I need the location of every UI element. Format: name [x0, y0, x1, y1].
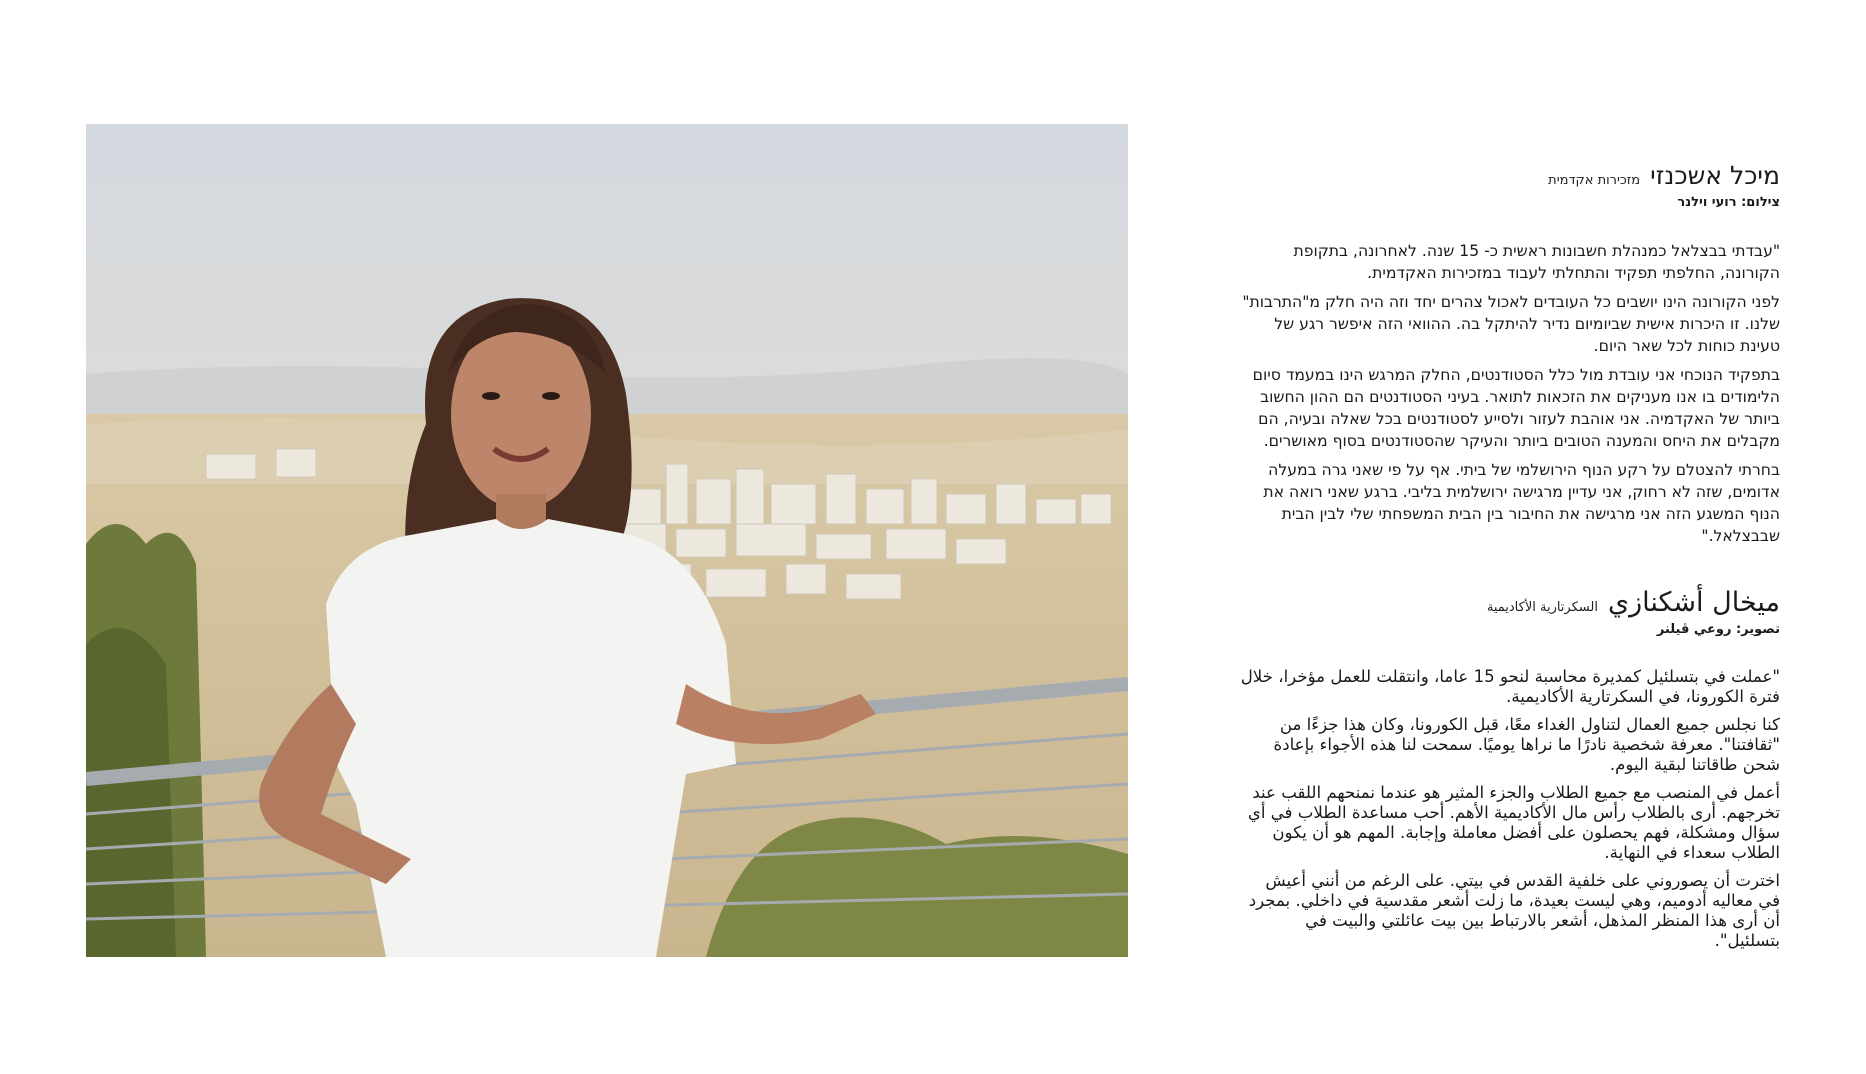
hebrew-paragraph: בחרתי להצטלם על רקע הנוף הירושלמי של ביתי. אף על פי שאני גרה במעלה אדומים, שזה לא רחוק, אני עדיין מרגישה ירושלמית בליבי. ברגע שאני רואה את הנוף המשגע הזה אני מרגישה את החיבור בין הבית המשפחתי שלי לבין הבית שבבצלאל."	[1263, 461, 1780, 545]
arabic-paragraph: كنا نجلس جميع العمال لتناول الغداء معًا، قبل الكورونا، وكان هذا جزءًا من "ثقافتنا". معرفة شخصية نادرًا ما نراها يوميًا. سمحت لنا هذه الأجواء بإعادة شحن طاقاتنا لبقية اليوم.	[1273, 715, 1780, 774]
arabic-bio	[1240, 587, 1780, 951]
arabic-role: السكرتارية الأكاديمية	[1486, 600, 1598, 615]
hebrew-bio	[1240, 160, 1780, 547]
arabic-photo-credit: تصوير: روعي ڤيلنر	[1656, 622, 1780, 637]
arabic-name-row	[1240, 587, 1780, 619]
hebrew-photo-credit: צילום: רועי וילנר	[1677, 195, 1780, 210]
hebrew-paragraph: "עבדתי בבצלאל כמנהלת חשבונות ראשית כ- 15 שנה. לאחרונה, בתקופת הקורונה, החלפתי תפקיד והתחלתי לעבוד במזכירות האקדמית.	[1293, 242, 1780, 282]
bio-column	[1240, 160, 1780, 959]
hebrew-paragraph: בתפקיד הנוכחי אני עובדת מול כלל הסטודנטים, החלק המרגש הינו במעמד סיום הלימודים בו אנו מעניקים את הזכאות לתואר. בעיני הסטודנטים הם ההון החשוב ביותר של האקדמיה. אני אוהבת לעזור ולסייע לסטודנטים בכל שאלה ובעיה, הם מקבלים את היחס והמענה הטובים ביותר והעיקר שהסטודנטים בסוף מאושרים.	[1252, 366, 1780, 450]
portrait-photo	[86, 124, 1128, 957]
arabic-name: ميخال أشكنازي	[1607, 587, 1780, 618]
hebrew-name-row	[1240, 160, 1780, 192]
hebrew-name: מיכל אשכנזי	[1650, 161, 1780, 190]
photo-illustration	[86, 124, 1128, 957]
hebrew-role: מזכירות אקדמית	[1548, 173, 1641, 188]
arabic-paragraph: أعمل في المنصب مع جميع الطلاب والجزء المثير هو عندما نمنحهم اللقب عند تخرجهم. أرى بالطلاب رأس مال الأكاديمية الأهم. أحب مساعدة الطلاب في أي سؤال ومشكلة، فهم يحصلون على أفضل معاملة وإجابة. المهم هو أن يكون الطلاب سعداء في النهاية.	[1247, 783, 1780, 862]
hebrew-paragraphs	[1240, 240, 1780, 547]
arabic-paragraph: "عملت في بتسلئيل كمديرة محاسبة لنحو 15 عاما، وانتقلت للعمل مؤخرا، خلال فترة الكورونا، في السكرتارية الأكاديمية.	[1240, 667, 1780, 706]
arabic-paragraphs	[1240, 667, 1780, 951]
arabic-paragraph: اخترت أن يصوروني على خلفية القدس في بيتي. على الرغم من أنني أعيش في معاليه أدوميم، وهي ليست بعيدة، ما زلت أشعر مقدسية في داخلي. بمجرد أن أرى هذا المنظر المذهل، أشعر بالارتباط بين بيت عائلتي والبيت في بتسلئيل".	[1248, 871, 1780, 950]
hebrew-paragraph: לפני הקורונה הינו יושבים כל העובדים לאכול צהרים יחד וזה היה חלק מ"התרבות" שלנו. זו היכרות אישית שביומיום נדיר להיתקל בה. ההוואי הזה איפשר רגע של טעינת כוחות לכל שאר היום.	[1242, 293, 1780, 355]
